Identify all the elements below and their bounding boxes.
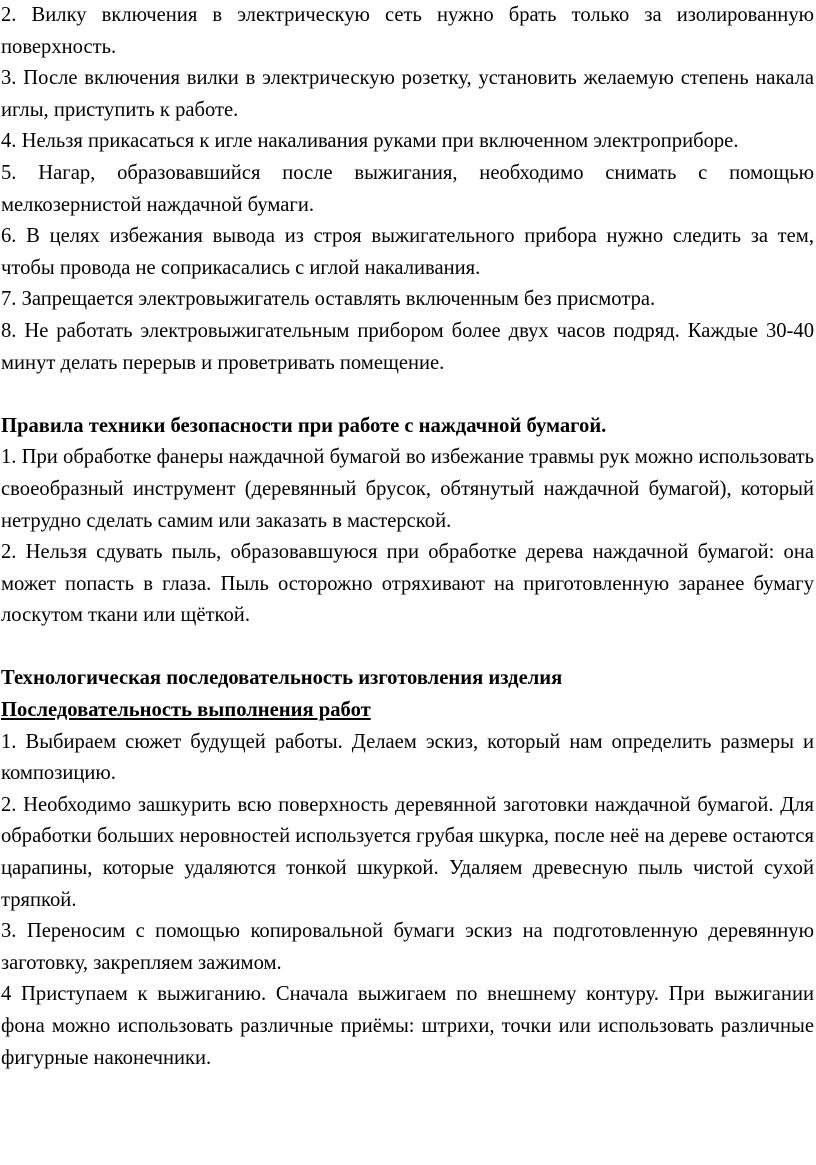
rule-paragraph-3: 3. После включения вилки в электрическую розетку, установить желаемую степень накала иглы, приступить к работе. [1, 67, 814, 121]
rule-paragraph-6: 6. В целях избежания вывода из строя выжигательного прибора нужно следить за тем, чтобы провода не соприкасались с иглой накаливания. [1, 225, 814, 279]
rule-paragraph-2: 2. Вилку включения в электрическую сеть нужно брать только за изолированную поверхность. [1, 4, 814, 58]
rule-paragraph-4: 4. Нельзя прикасаться к игле накаливания руками при включенном электроприборе. [1, 130, 739, 153]
rule-paragraph-5: 5. Нагар, образовавшийся после выжигания, необходимо снимать с помощью мелкозернистой наждачной бумаги. [1, 161, 814, 216]
sandpaper-rule-1: 1. При обработке фанеры наждачной бумагой во избежание травмы рук можно использовать своеобразный инструмент (деревянный брусок, обтянутый наждачной бумагой), который нетрудно сделать самим или заказать в мастерской. [1, 446, 814, 532]
work-step-3: 3. Переносим с помощью копировальной бумаги эскиз на подготовленную деревянную заготовку, закрепляем зажимом. [1, 920, 814, 974]
rule-paragraph-8: 8. Не работать электровыжигательным прибором более двух часов подряд. Каждые 30-40 минут делать перерыв и проветривать помещение. [1, 319, 814, 374]
blank-line [1, 379, 814, 411]
work-sequence-subheading: Последовательность выполнения работ [1, 699, 371, 722]
sandpaper-safety-heading: Правила техники безопасности при работе с наждачной бумагой. [1, 414, 607, 437]
work-step-4: 4 Приступаем к выжиганию. Сначала выжигаем по внешнему контуру. При выжигании фона можно использовать различные приёмы: штрихи, точки или использовать различные фигурные наконечники. [1, 983, 814, 1069]
work-step-1: 1. Выбираем сюжет будущей работы. Делаем эскиз, который нам определить размеры и композицию. [1, 730, 814, 785]
technology-sequence-heading: Технологическая последовательность изготовления изделия [1, 667, 563, 690]
sandpaper-rule-2: 2. Нельзя сдувать пыль, образовавшуюся при обработке дерева наждачной бумагой: она может попасть в глаза. Пыль осторожно отряхивают на приготовленную заранее бумагу лоскутом ткани или щёткой. [1, 541, 814, 627]
rule-paragraph-7: 7. Запрещается электровыжигатель оставлять включенным без присмотра. [1, 288, 656, 311]
blank-line [1, 632, 814, 664]
work-step-2: 2. Необходимо зашкурить всю поверхность деревянной заготовки наждачной бумагой. Для обработки больших неровностей используется грубая шкурка, после неё на дереве остаются царапины, которые удаляются тонкой шкуркой. Удаляем древесную пыль чистой сухой тряпкой. [1, 793, 814, 911]
